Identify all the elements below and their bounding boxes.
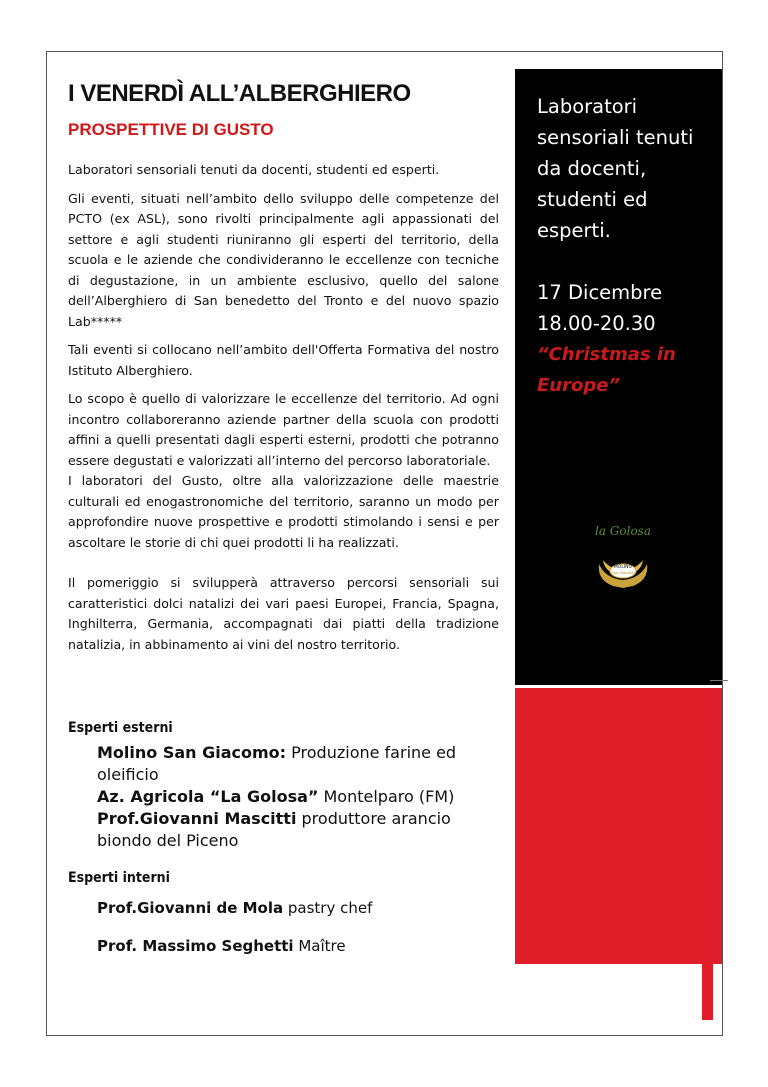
laboratori-paragraph: I laboratori del Gusto, oltre alla valorizzazione delle maestrie culturali ed enogastronomiche del territorio, saranno un modo per approfondire nuove prospettive e prodotti stimolando i sensi e per ascoltare le storie di chi quei prodotti li ha realizzati. [68,473,499,550]
offerta-paragraph: Tali eventi si collocano nell’ambito dell'Offerta Formativa del nostro Istituto Alberghiero. [68,342,499,378]
expert-name: Prof.Giovanni de Mola [97,899,284,917]
page-subtitle: PROSPETTIVE DI GUSTO [68,120,274,139]
sidebar-red-panel [515,688,722,964]
expert-desc: Maître [293,937,346,955]
internal-expert-item [97,898,508,918]
expert-desc: Produzione farine ed oleificio [97,743,457,784]
expert-desc: pastry chef [283,899,373,917]
external-experts-heading: Esperti esterni [68,720,173,736]
page-title: I VENERDÌ ALL’ALBERGHIERO [68,80,411,107]
event-date: 17 Dicembre [537,281,663,304]
internal-expert-item [97,936,508,956]
molino-logo-icon [595,554,651,590]
expert-desc: produttore arancio biondo del Piceno [97,809,451,850]
expert-desc: Montelparo (FM) [318,787,455,806]
scope-paragraph: Lo scopo è quello di valorizzare le eccellenze del territorio. Ad ogni incontro collaboreranno aziende partner della scuola con prodotti affini a quelli presentati dagli esperti esterni, prodotti che potranno essere degustati e valorizzati all’interno del percorso laboratoriale. [68,391,499,468]
external-experts-list [97,742,508,852]
molino-logo [595,554,651,594]
external-expert-item [97,742,508,786]
molino-logo-subtext: San Giacomo [611,571,635,575]
sidebar-lab-text: Laboratori sensoriali tenuti da docenti, studenti ed esperti. [537,95,694,242]
afternoon-paragraph: Il pomeriggio si svilupperà attraverso percorsi sensoriali sui caratteristici dolci natalizi dei vari paesi Europei, Francia, Spagna, Inghilterra, Germania, accompagnati dai piatti della tradizione natalizia, in abbinamento ai vini del nostro territorio. [68,575,499,652]
event-title: “Christmas in Europe” [537,344,676,396]
intro-paragraph: Laboratori sensoriali tenuti da docenti, studenti ed esperti. [68,162,440,177]
sidebar-date-block [537,277,722,339]
sidebar-black-panel [515,69,722,685]
event-time: 18.00-20.30 [537,312,656,335]
body-text [68,160,499,655]
external-expert-item [97,786,508,808]
expert-name: Prof.Giovanni Mascitti [97,809,297,828]
sidebar-red-strip [702,964,713,1020]
golosa-logo: la Golosa [595,524,651,538]
expert-name: Molino San Giacomo: [97,743,287,762]
expert-name: Prof. Massimo Seghetti [97,937,294,955]
internal-experts-heading: Esperti interni [68,870,170,886]
external-expert-item [97,808,508,852]
expert-name: Az. Agricola “La Golosa” [97,787,319,806]
experts-section [68,720,508,956]
molino-logo-text: MOLINO [613,565,633,570]
divider-tick [710,680,728,681]
events-paragraph: Gli eventi, situati nell’ambito dello sviluppo delle competenze del PCTO (ex ASL), sono rivolti principalmente agli appassionati del settore e agli studenti riuniranno gli esperti del territorio, della scuola e le aziende che condivideranno le eccellenze con tecniche di degustazione, in un ambiente esclusivo, quello del salone dell’Alberghiero di San benedetto del Tronto e del nuovo spazio Lab***** [68,190,499,329]
